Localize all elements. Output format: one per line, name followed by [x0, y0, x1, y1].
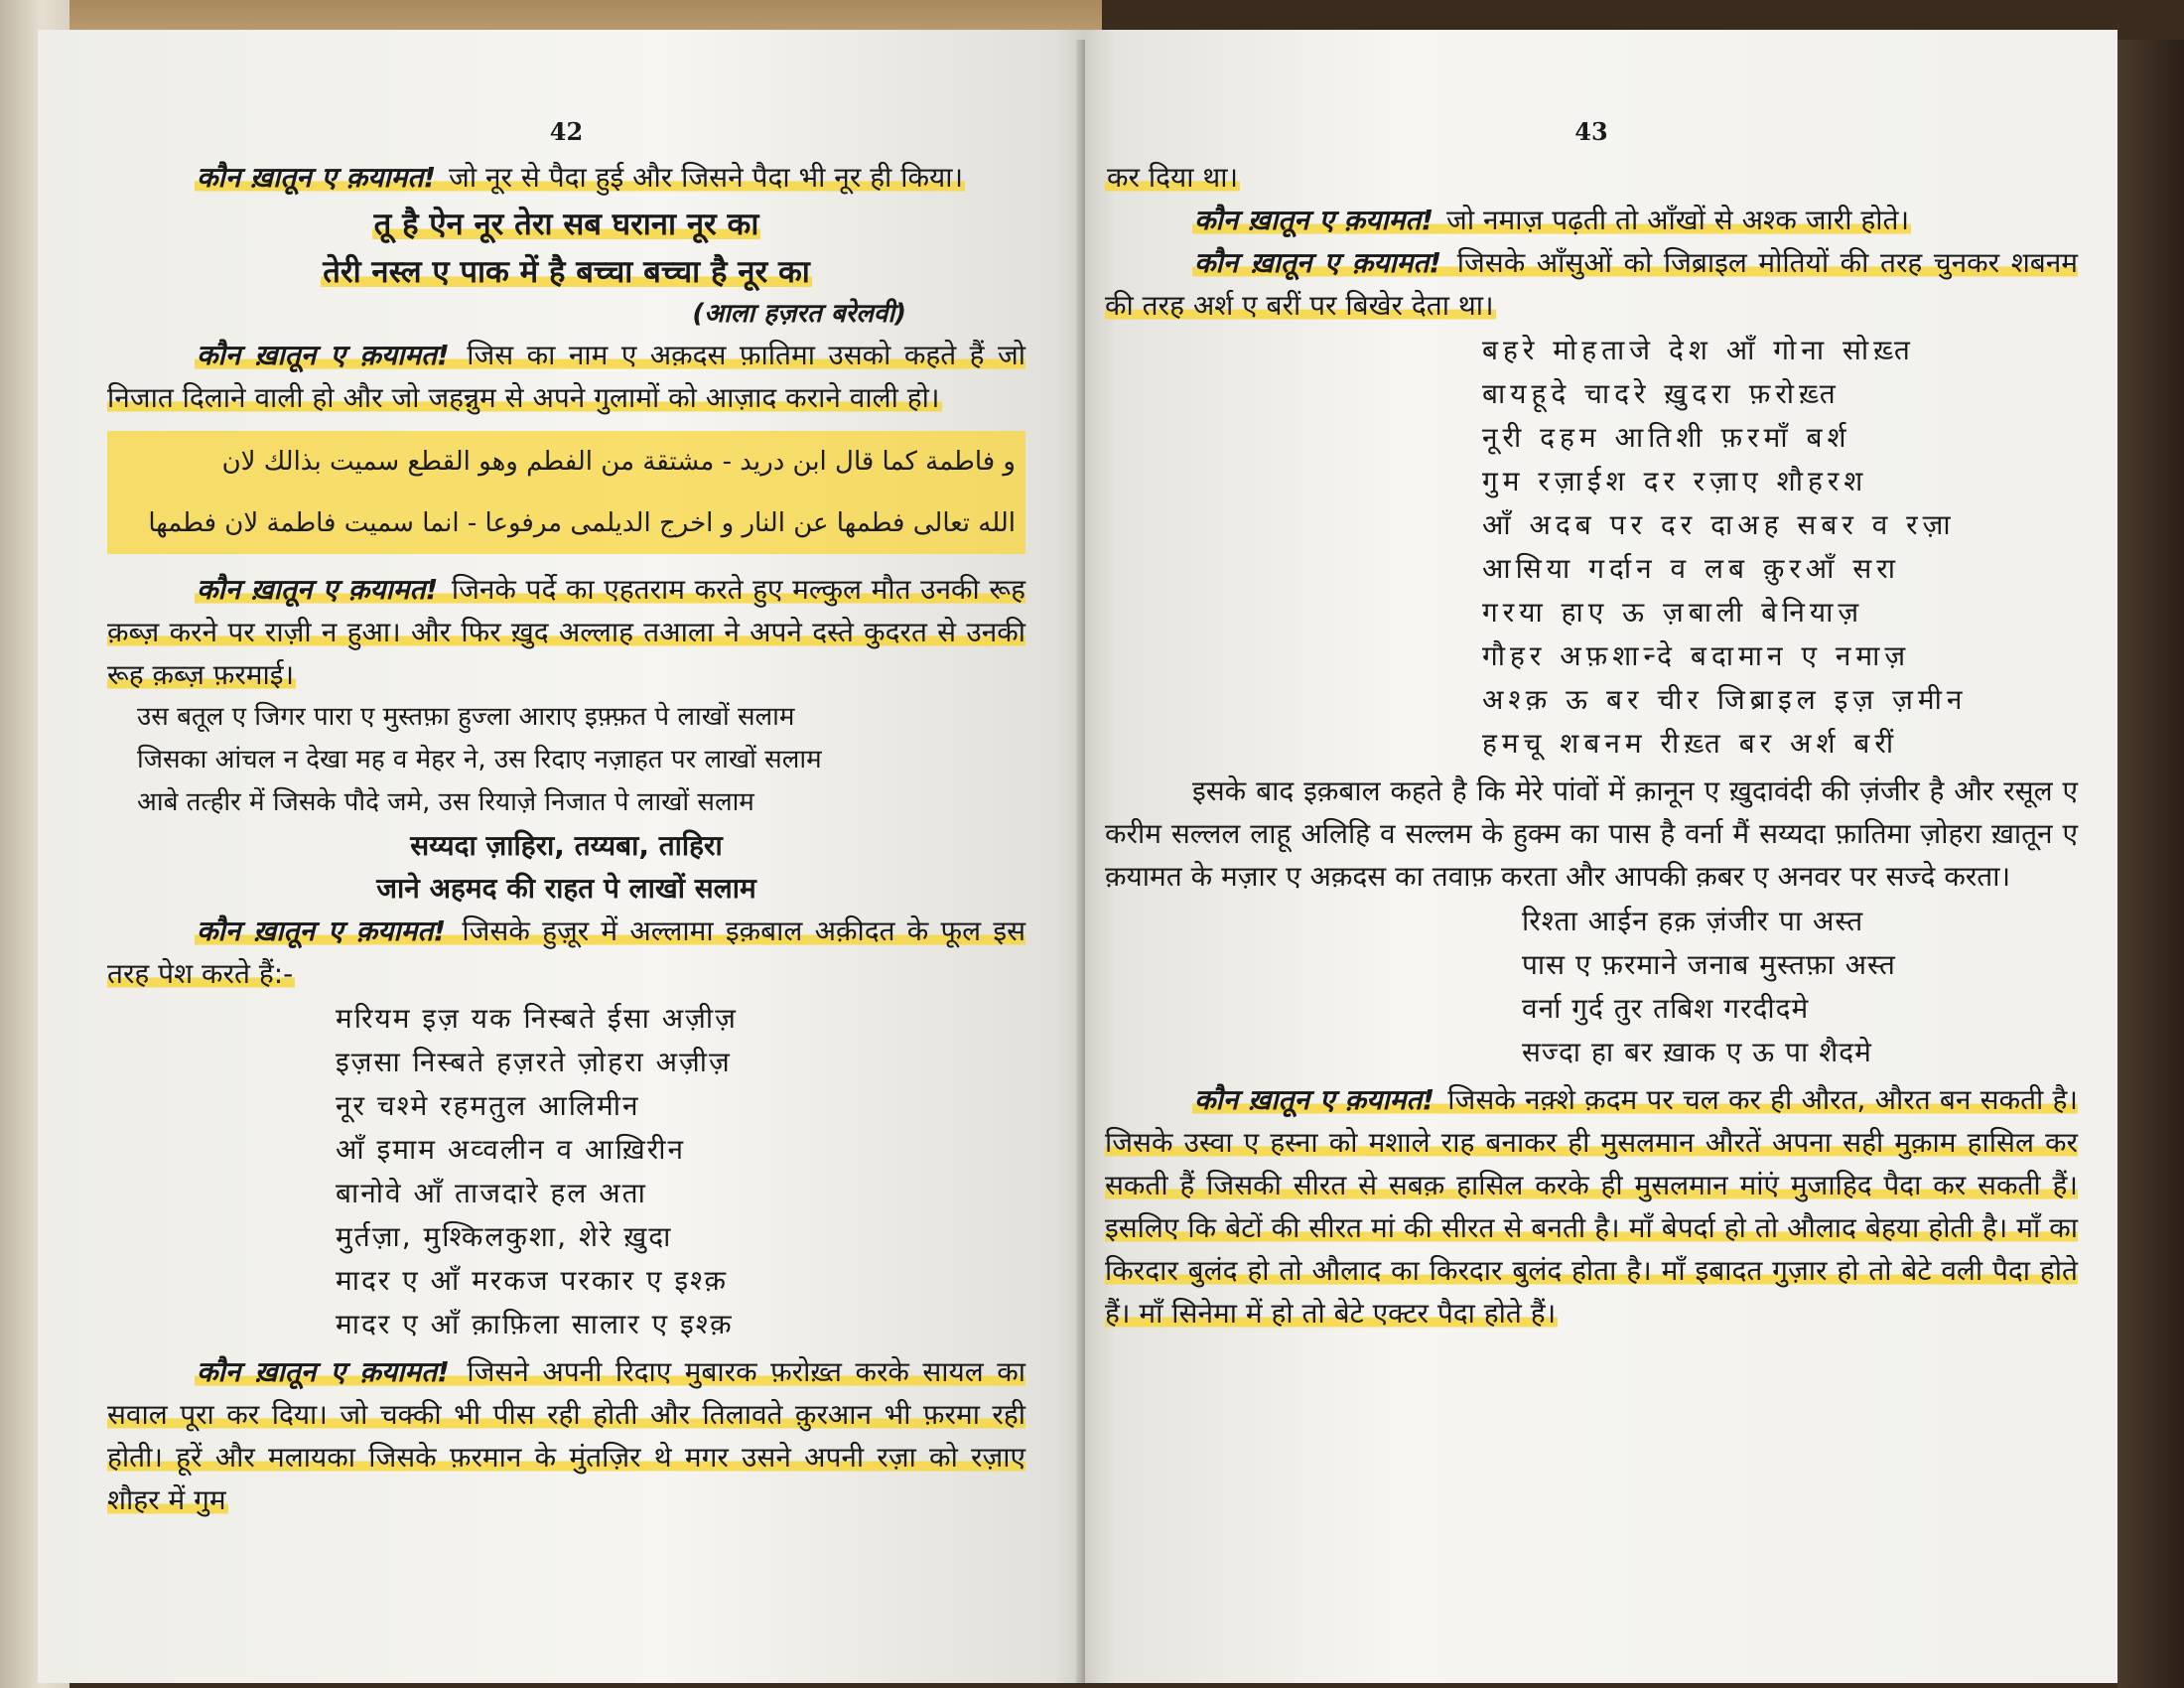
paragraph-text: जिस का नाम ए अक़दस फ़ातिमा उसको कहते हैं जो निजात दिलाने वाली हो और जो जहन्नुम से अपने गुलामों को आज़ाद कराने वाली हो। [107, 339, 1025, 414]
paragraph-text: जिसके आँसुओं को जिब्राइल मोतियों की तरह चुनकर शबनम की तरह अर्श ए बरीं पर बिखेर देता था। [1105, 246, 2079, 322]
heading-phrase: कौन ख़ातून ए क़यामत! [197, 339, 450, 371]
poem-line: मादर ए आँ क़ाफ़िला सालार ए इश्क़ [336, 1308, 734, 1340]
heading-phrase: कौन ख़ातून ए क़यामत! [1194, 246, 1442, 279]
right-page [1085, 30, 2117, 1683]
salam-verse-2: जिसका आंचल न देखा मह व मेहर ने, उस रिदाए नज़ाहत पर लाखों सलाम [137, 745, 822, 774]
salam-verse-3: आबे तत्हीर में जिसके पौदे जमे, उस रियाज़े निजात पे लाखों सलाम [137, 787, 754, 817]
paragraph-text: जो नमाज़ पढ़ती तो आँखों से अश्क जारी होते। [1437, 204, 1910, 236]
page-number-right: 43 [1574, 117, 1608, 146]
poem-line: इज़सा निस्बते हज़रते ज़ोहरा अज़ीज़ [336, 1046, 732, 1078]
couplet-attribution: (आला हज़रत बरेलवी) [692, 299, 906, 329]
poem-line: हमचू शबनम रीख़्त बर अर्श बरीं [1482, 727, 1899, 760]
poem-line: बायहूदे चादरे ख़ुदरा फ़रोख़्त [1482, 377, 1841, 410]
poem-line: सज्दा हा बर ख़ाक ए ऊ पा शैदमे [1522, 1036, 1872, 1068]
poem-line: गुम रज़ाईश दर रज़ाए शौहरश [1482, 465, 1868, 497]
poem-line: रिश्ता आईन हक़ ज़ंजीर पा अस्त [1522, 905, 1864, 937]
right-paragraph-2 [1105, 241, 2078, 327]
poem-line: गौहर अफ़शान्दे बदामान ए नमाज़ [1482, 639, 1911, 672]
paragraph-text: जिनके पर्दे का एहतराम करते हुए मल्कुल मौत उनकी रूह क़ब्ज़ करने पर राज़ी न हुआ। और फिर ख़ुद अल्लाह तआला ने अपने दस्ते कुदरत से उनकी रूह क़ब्ज़ फ़रमाई। [107, 573, 1025, 691]
left-paragraph-5 [107, 1350, 1025, 1521]
poem-line: आँ इमाम अव्वलीन व आख़िरीन [336, 1133, 686, 1166]
arabic-line-1: و فاطمة كما قال ابن دريد - مشتقة من الفطم وهو القطع سميت بذالك لان [107, 431, 1025, 492]
arabic-line-2: الله تعالى فطمها عن النار و اخرج الديلمى مرفوعا - انما سميت فاطمة لان فطمها [107, 492, 1025, 554]
iqbal-poem-right-1 [1224, 329, 2078, 766]
right-paragraph-3: इसके बाद इक़बाल कहते है कि मेरे पांवों में क़ानून ए ख़ुदावंदी की ज़ंजीर है और रसूल ए करीम सल्लल लाहू अलिहि व सल्लम के हुक्म का पास है वर्ना मैं सय्यदा फ़ातिमा ज़ोहरा ख़ातून ए क़यामत के मज़ार ए अक़दस का तवाफ़ करता और आपकी क़बर ए अनवर पर सज्दे करता। [1105, 774, 2078, 893]
left-paragraph-4 [107, 910, 1025, 995]
paragraph-text: जिसके हुज़ूर में अल्लामा इक़बाल अक़ीदत के फूल इस तरह पेश करते हैं:- [107, 914, 1025, 990]
couplet-line-1: तू है ऐन नूर तेरा सब घराना नूर का [373, 207, 759, 242]
heading-phrase: कौन ख़ातून ए क़यामत! [197, 161, 437, 194]
paragraph-text: जिसने अपनी रिदाए मुबारक फ़रोख़्त करके सायल का सवाल पूरा कर दिया। जो चक्की भी पीस रही होती और तिलावते क़ुरआन भी फ़रमा रही होती। हूरें और मलायका जिसके फ़रमान के मुंतज़िर थे मगर उसने अपनी रज़ा को रज़ाए शौहर में गुम [107, 1355, 1026, 1516]
book-cover-right-edge [2117, 40, 2184, 1688]
heading-phrase: कौन ख़ातून ए क़यामत! [1194, 1083, 1435, 1116]
salam-center-1: सय्यदा ज़ाहिरा, तय्यबा, ताहिरा [410, 829, 723, 862]
right-paragraph-1 [1105, 199, 2078, 241]
poem-line: मादर ए आँ मरकज परकार ए इश्क़ [336, 1264, 728, 1297]
left-paragraph-3 [107, 568, 1025, 696]
salam-verse-1: उस बतूल ए जिगर पारा ए मुस्तफ़ा हुज्ला आराए इफ़्फ़त पे लाखों सलाम [137, 702, 795, 732]
heading-phrase: कौन ख़ातून ए क़यामत! [197, 914, 447, 947]
paragraph-text: जिसके नक़्शे क़दम पर चल कर ही औरत, औरत बन सकती है। जिसके उस्वा ए हस्ना को मशाले राह बनाकर ही मुसलमान औरतें अपना सही मुक़ाम हासिल कर सकती हैं जिसकी सीरत से सबक़ हासिल करके ही मुसलमान मांएं मुजाहिद पैदा कर सकती हैं। इसलिए कि बेटों की सीरत मां की सीरत से बनती है। माँ बेपर्दा हो तो औलाद बेहया होती है। माँ का किरदार बुलंद हो तो औलाद का किरदार बुलंद होता है। माँ इबादत गुज़ार हो तो बेटे वली पैदा होते हैं। माँ सिनेमा में हो तो बेटे एक्टर पैदा होते हैं। [1105, 1083, 2078, 1330]
poem-line: नूरी दहम आतिशी फ़रमाँ बर्श [1482, 421, 1851, 454]
continuation-line: कर दिया था। [1107, 161, 1239, 194]
poem-line: पास ए फ़रमाने जनाब मुस्तफ़ा अस्त [1522, 948, 1896, 981]
poem-line: नूर चश्मे रहमतुल आलिमीन [336, 1089, 640, 1122]
poem-line: मुर्तज़ा, मुश्किलकुशा, शेरे ख़ुदा [336, 1220, 673, 1253]
paragraph-text: जो नूर से पैदा हुई और जिसने पैदा भी नूर ही किया। [440, 161, 964, 194]
poem-line: आसिया गर्दान व लब क़ुरआँ सरा [1482, 552, 1900, 585]
right-paragraph-4 [1105, 1078, 2078, 1335]
page-number-left: 42 [549, 117, 584, 146]
heading-phrase: कौन ख़ातून ए क़यामत! [197, 573, 439, 606]
poem-line: आँ अदब पर दर दाअह सबर व रज़ा [1482, 508, 1956, 541]
couplet-line-2: तेरी नस्ल ए पाक में है बच्चा बच्चा है नूर का [323, 254, 810, 290]
heading-phrase: कौन ख़ातून ए क़यामत! [197, 1355, 450, 1388]
salam-center-2: जाने अहमद की राहत पे लाखों सलाम [376, 872, 756, 905]
poem-line: गरया हाए ऊ ज़बाली बेनियाज़ [1482, 596, 1864, 629]
poem-line: वर्ना गुर्द तुर तबिश गरदीदमे [1522, 992, 1810, 1025]
poem-line: अश्क़ ऊ बर चीर जिब्राइल इज़ ज़मीन [1482, 683, 1968, 716]
left-page [38, 30, 1085, 1683]
poem-line: बहरे मोहताजे देश आँ गोना सोख़्त [1482, 334, 1915, 366]
heading-phrase: कौन ख़ातून ए क़यामत! [1194, 204, 1434, 236]
iqbal-poem-left [107, 997, 1025, 1346]
iqbal-poem-right-2 [1224, 900, 2078, 1074]
left-paragraph-2 [107, 334, 1025, 419]
left-paragraph-1 [107, 156, 1025, 199]
poem-line: बानोवे आँ ताजदारे हल अता [336, 1177, 647, 1209]
poem-line: मरियम इज़ यक निस्बते ईसा अज़ीज़ [336, 1002, 738, 1035]
arabic-quote [107, 431, 1025, 554]
